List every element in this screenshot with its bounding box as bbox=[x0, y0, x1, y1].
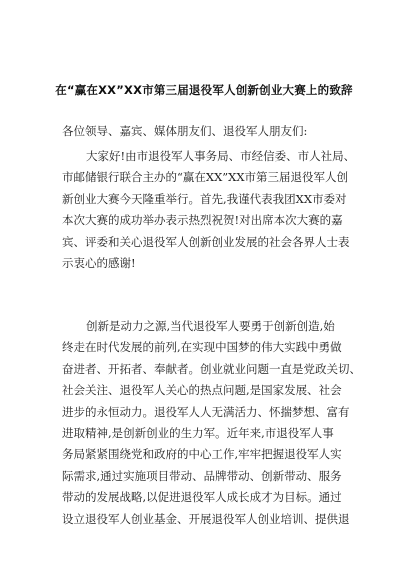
text-line: 带动的发展战略,以促进退役军人成长成才为目标。通过 bbox=[62, 490, 342, 505]
text-line: 终走在时代发展的前列,在实现中国梦的伟大实践中勇做 bbox=[62, 340, 342, 355]
text-line: 奋进者、开拓者、奉献者。创业就业问题一直是党政关切、 bbox=[62, 361, 361, 376]
text-line: 新创业大赛今天隆重举行。首先,我谨代表我团XX市委对 bbox=[62, 191, 347, 206]
salutation: 各位领导、嘉宾、媒体朋友们、退役军人朋友们: bbox=[62, 124, 308, 138]
text-line: 进步的永恒动力。退役军人人无满活力、怀揣梦想、富有 bbox=[62, 404, 350, 419]
document-title: 在“赢在XX”XX市第三届退役军人创新创业大赛上的致辞 bbox=[55, 83, 353, 97]
text-line: 大家好!由市退役军人事务局、市经信委、市人社局、 bbox=[86, 149, 356, 163]
text-line: 示衷心的感谢! bbox=[62, 256, 136, 271]
text-line: 市邮储银行联合主办的“赢在XX”XX市第三届退役军人创 bbox=[62, 170, 349, 185]
text-line: 进取精神,是创新创业的生力军。近年来,市退役军人事 bbox=[62, 426, 334, 441]
text-line: 本次大赛的成功举办表示热烈祝贺!对出席本次大赛的嘉 bbox=[62, 213, 343, 228]
text-line: 际需求,通过实施项目带动、品牌带动、创新带动、服务 bbox=[62, 468, 342, 483]
text-line: 宾、评委和关心退役军人创新创业发展的社会各界人士表 bbox=[62, 234, 350, 249]
text-line: 社会关注、退役军人关心的热点问题,是国家发展、社会 bbox=[62, 383, 342, 398]
paragraph-innovation bbox=[62, 316, 361, 530]
text-line: 设立退役军人创业基金、开展退役军人创业培训、提供退 bbox=[62, 511, 350, 526]
text-line: 务局紧紧围绕党和政府的中心工作,牢牢把握退役军人实 bbox=[62, 447, 342, 462]
paragraph-greeting bbox=[62, 146, 356, 274]
text-line: 创新是动力之源,当代退役军人要勇于创新创造,始 bbox=[86, 319, 335, 333]
